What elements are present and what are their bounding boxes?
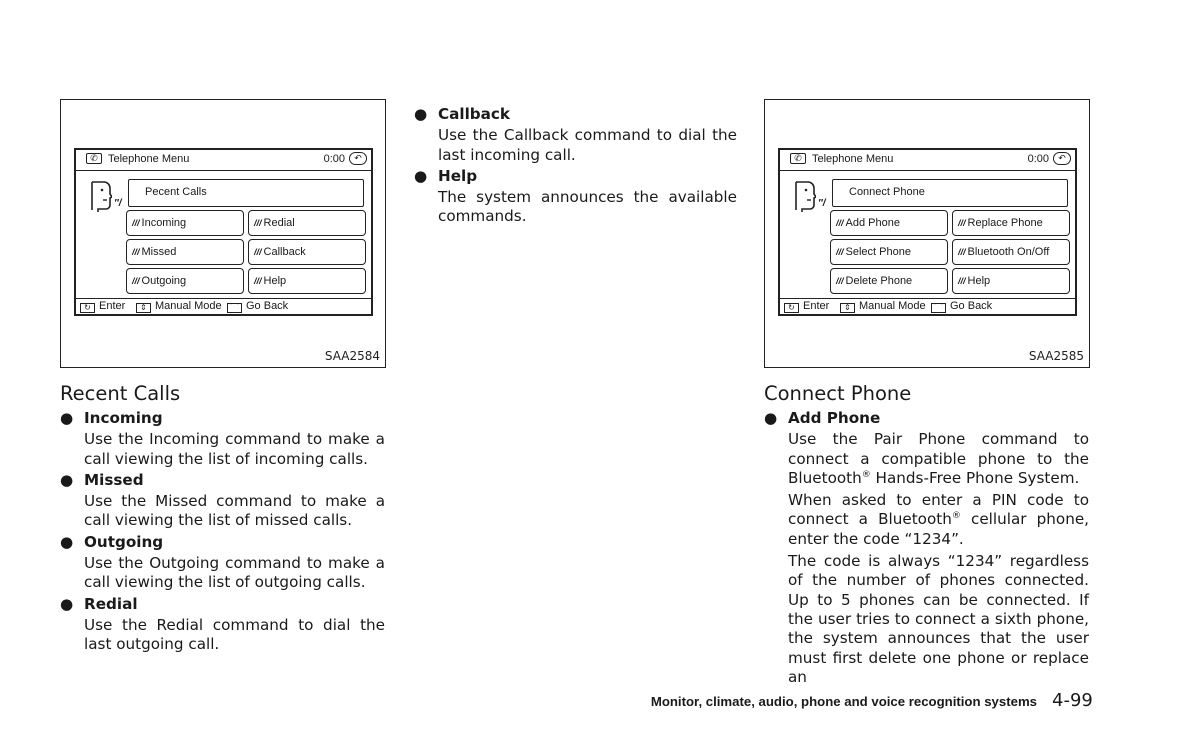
bullet-icon: ● bbox=[60, 409, 74, 427]
updown-icon: ⇕ bbox=[840, 303, 855, 313]
heading-recent-calls: Recent Calls bbox=[60, 382, 181, 405]
bullet-icon: ● bbox=[60, 594, 74, 613]
list-item: ● Callback Use the Callback command to dial the last incoming call. bbox=[414, 105, 737, 164]
bullet-icon: ● bbox=[60, 532, 74, 551]
screen-button-select-phone[interactable]: /// Select Phone bbox=[830, 239, 948, 265]
connect-phone-list bbox=[764, 409, 1089, 689]
paragraph: Use the Pair Phone command to connect a compatible phone to the Bluetooth® Hands-Free Phone System. bbox=[788, 430, 1089, 487]
list-item: ● Redial Use the Redial command to dial the last outgoing call. bbox=[60, 594, 385, 654]
voice-icon: /// bbox=[958, 247, 966, 257]
page-number: 4-99 bbox=[1052, 690, 1093, 711]
voice-head-icon bbox=[792, 180, 816, 212]
voice-waves-icon: ′′/ bbox=[114, 198, 122, 209]
updown-icon: ⇕ bbox=[136, 303, 151, 313]
screen-footer-bar: ↻ Enter ⇕ Manual Mode ⌒ Go Back bbox=[76, 298, 371, 314]
list-item: ● Help The system announces the available commands. bbox=[414, 166, 737, 226]
current-menu-box: Pecent Calls bbox=[128, 179, 364, 207]
figure-code: SAA2584 bbox=[324, 349, 380, 363]
section-footer: Monitor, climate, audio, phone and voice recognition systems bbox=[650, 694, 1037, 709]
screen-title-bar bbox=[76, 150, 371, 171]
voice-icon: /// bbox=[254, 247, 262, 257]
bullet-icon: ● bbox=[60, 470, 74, 489]
voice-icon: /// bbox=[958, 218, 966, 228]
voice-icon: /// bbox=[254, 276, 262, 286]
back-icon[interactable]: ↶ bbox=[349, 152, 367, 165]
screen-footer-bar: ↻ Enter ⇕ Manual Mode ⌒ Go Back bbox=[780, 298, 1075, 314]
voice-head-icon bbox=[88, 180, 112, 212]
current-menu-box: Connect Phone bbox=[832, 179, 1068, 207]
screen-button-callback[interactable]: /// Callback bbox=[248, 239, 366, 265]
screen-button-bluetooth-toggle[interactable]: /// Bluetooth On/Off bbox=[952, 239, 1070, 265]
list-item: ● Add Phone Use the Pair Phone command to connect a compatible phone to the Bluetooth® Hands-Free Phone System. When asked to enter a PIN code to connect a Bluetooth® cellular phone, enter the code “1234”. The code is always “1234” regardless of the number of phones connected. Up to 5 phones can be connected. If the user tries to connect a sixth phone, the system announces that the user must first delete one phone or replace an bbox=[764, 409, 1089, 686]
paragraph: When asked to enter a PIN code to connect a Bluetooth® cellular phone, enter the code “1234”. bbox=[788, 491, 1089, 548]
screen-button-redial[interactable]: /// Redial bbox=[248, 210, 366, 236]
screen-button-delete-phone[interactable]: /// Delete Phone bbox=[830, 268, 948, 294]
telephone-screen bbox=[778, 148, 1077, 316]
voice-icon: /// bbox=[958, 276, 966, 286]
back-button-icon: ⌒ bbox=[931, 303, 946, 313]
enter-knob-icon: ↻ bbox=[784, 303, 799, 313]
heading-connect-phone: Connect Phone bbox=[764, 382, 912, 405]
voice-icon: /// bbox=[132, 276, 140, 286]
voice-waves-icon: ′′/ bbox=[818, 198, 826, 209]
screen-button-missed[interactable]: /// Missed bbox=[126, 239, 244, 265]
enter-knob-icon: ↻ bbox=[80, 303, 95, 313]
voice-icon: /// bbox=[836, 247, 844, 257]
paragraph: The code is always “1234” regardless of the number of phones connected. Up to 5 phones can be connected. If the user tries to connect a sixth phone, the system announces that the user must first delete one phone or replace an bbox=[788, 552, 1089, 686]
bullet-icon: ● bbox=[414, 166, 428, 185]
screen-button-replace-phone[interactable]: /// Replace Phone bbox=[952, 210, 1070, 236]
screen-button-add-phone[interactable]: /// Add Phone bbox=[830, 210, 948, 236]
voice-icon: /// bbox=[836, 218, 844, 228]
screen-button-help[interactable]: /// Help bbox=[248, 268, 366, 294]
voice-icon: /// bbox=[836, 276, 844, 286]
screen-title: Telephone Menu bbox=[108, 153, 190, 165]
figure-connect-phone bbox=[764, 99, 1090, 368]
recent-calls-list bbox=[60, 409, 385, 657]
figure-recent-calls bbox=[60, 99, 386, 368]
list-item: ● Missed Use the Missed command to make a call viewing the list of missed calls. bbox=[60, 470, 385, 530]
screen-button-incoming[interactable]: /// Incoming bbox=[126, 210, 244, 236]
list-item: ● Outgoing Use the Outgoing command to make a call viewing the list of outgoing calls. bbox=[60, 532, 385, 592]
figure-code: SAA2585 bbox=[1028, 349, 1084, 363]
phone-icon: ✆ bbox=[790, 153, 806, 164]
list-item: ● Incoming Use the Incoming command to make a call viewing the list of incoming calls. bbox=[60, 409, 385, 468]
screen-title: Telephone Menu bbox=[812, 153, 894, 165]
call-timer: 0:00 bbox=[323, 153, 345, 165]
voice-icon: /// bbox=[254, 218, 262, 228]
voice-icon: /// bbox=[132, 218, 140, 228]
bullet-icon: ● bbox=[764, 409, 778, 427]
voice-icon: /// bbox=[132, 247, 140, 257]
bullet-icon: ● bbox=[414, 105, 428, 123]
screen-button-outgoing[interactable]: /// Outgoing bbox=[126, 268, 244, 294]
back-button-icon: ⌒ bbox=[227, 303, 242, 313]
screen-button-help[interactable]: /// Help bbox=[952, 268, 1070, 294]
phone-icon: ✆ bbox=[86, 153, 102, 164]
telephone-screen bbox=[74, 148, 373, 316]
call-timer: 0:00 bbox=[1027, 153, 1049, 165]
back-icon[interactable]: ↶ bbox=[1053, 152, 1071, 165]
screen-title-bar bbox=[780, 150, 1075, 171]
middle-list bbox=[414, 105, 737, 229]
